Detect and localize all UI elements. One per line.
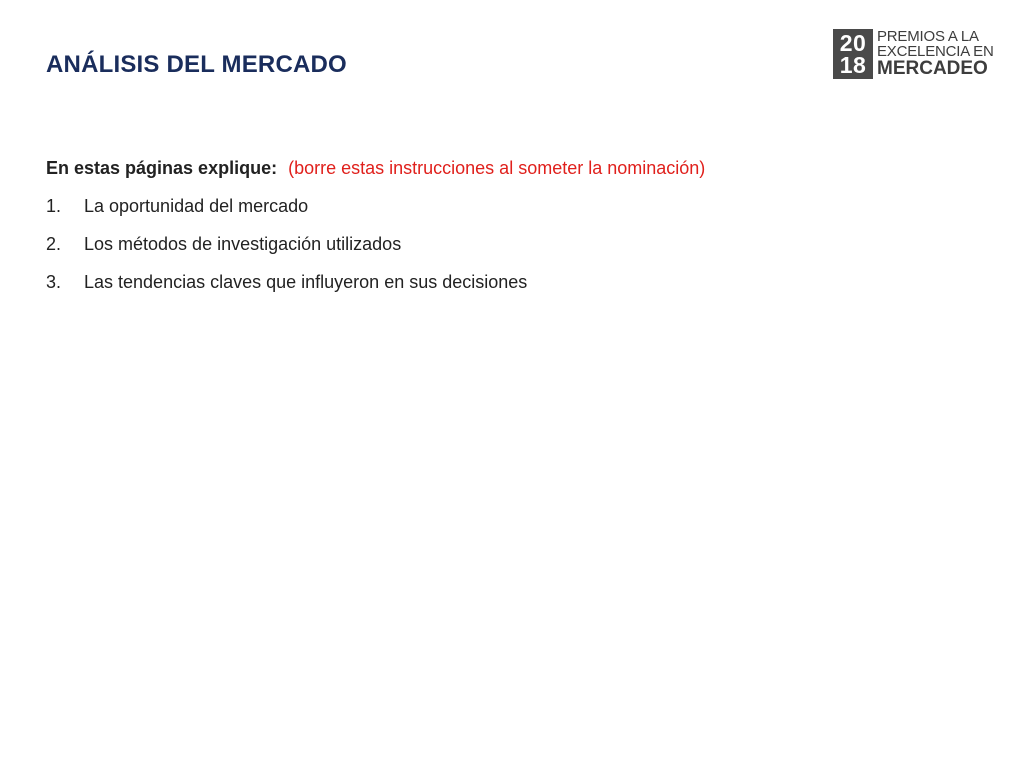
logo-year-top: 20 — [839, 30, 867, 56]
intro-note: (borre estas instrucciones al someter la nominación) — [288, 158, 706, 178]
list-item-text: Las tendencias claves que influyeron en sus decisiones — [84, 272, 528, 292]
list-item-number: 3. — [46, 272, 62, 292]
logo-text — [877, 29, 994, 81]
instructions-body — [46, 154, 705, 306]
logo-year-box — [833, 29, 873, 79]
slide-title: ANÁLISIS DEL MERCADO — [46, 51, 347, 78]
instruction-list — [46, 192, 705, 296]
list-item-number: 1. — [46, 196, 62, 216]
logo-line-mercadeo: MERCADEO — [877, 58, 988, 79]
list-item — [46, 192, 705, 220]
list-item-text: La oportunidad del mercado — [84, 196, 309, 216]
premios-logo — [833, 29, 994, 81]
logo-line-excelencia: EXCELENCIA EN — [877, 43, 994, 60]
list-item — [46, 268, 705, 296]
logo-year-bottom: 18 — [839, 52, 867, 78]
intro-line — [46, 154, 705, 182]
intro-label: En estas páginas explique: — [46, 158, 278, 178]
list-item — [46, 230, 705, 258]
logo-line-premios: PREMIOS A LA — [877, 28, 979, 45]
list-item-text: Los métodos de investigación utilizados — [84, 234, 402, 254]
list-item-number: 2. — [46, 234, 62, 254]
